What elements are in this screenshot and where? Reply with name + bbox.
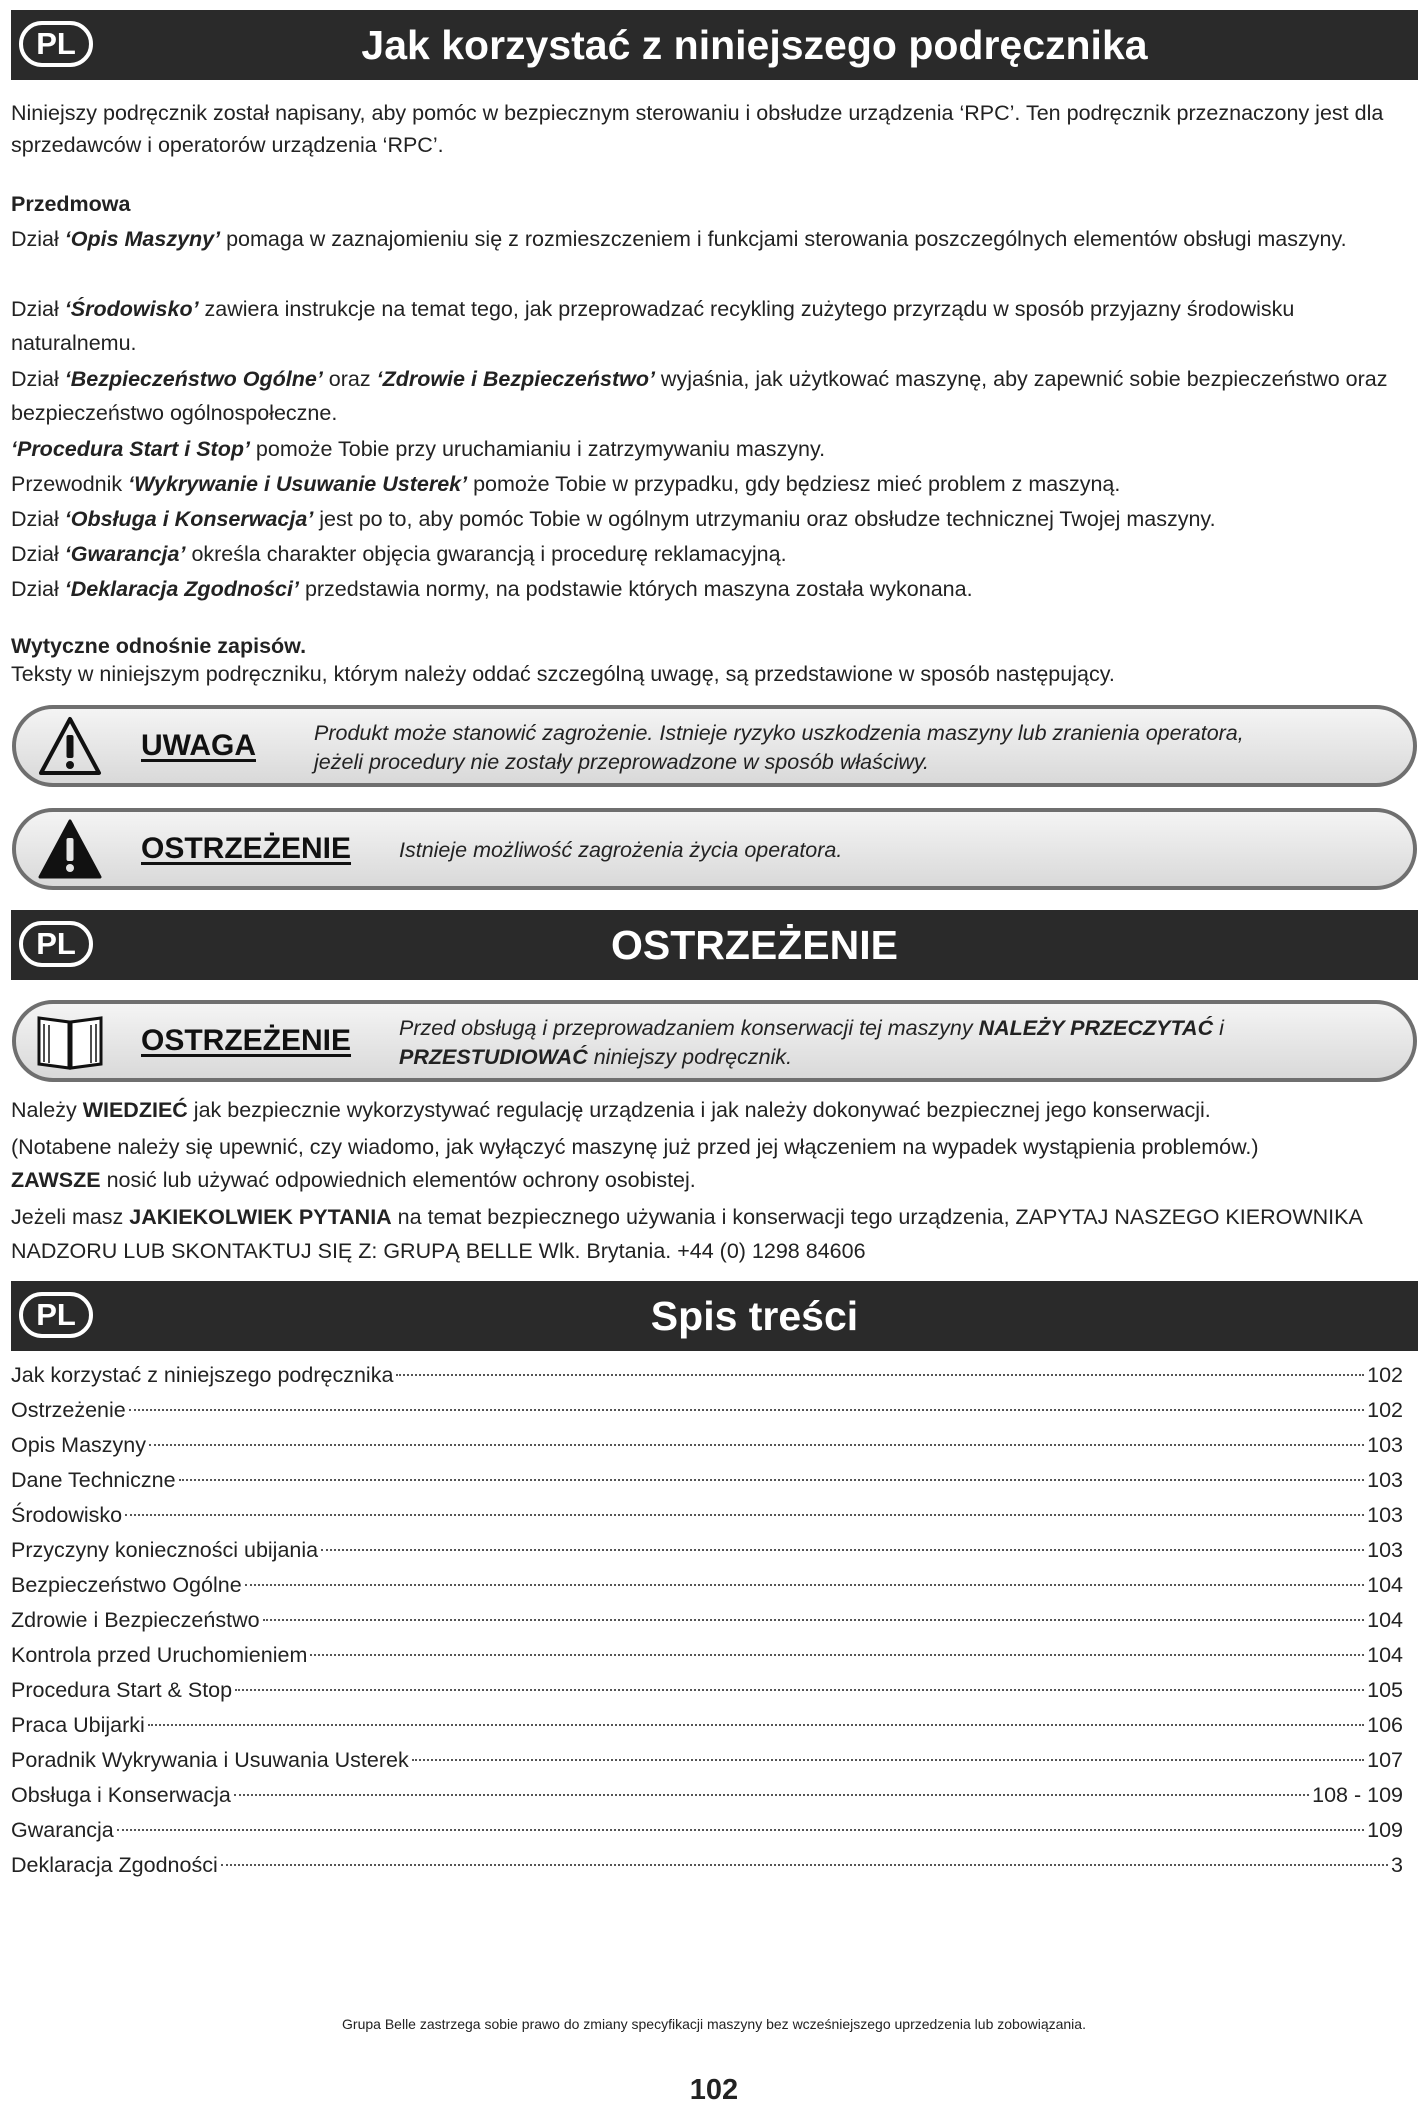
read-manual-notice — [12, 1000, 1417, 1082]
toc-entry-title: Poradnik Wykrywania i Usuwania Usterek — [11, 1748, 409, 1772]
toc-dot-leader — [321, 1549, 1364, 1551]
preface-line-start-stop: ‘Procedura Start i Stop’ pomoże Tobie przy uruchamianiu i zatrzymywaniu maszyny. — [11, 437, 826, 461]
toc-dot-leader — [412, 1759, 1364, 1761]
toc-entry-page: 109 — [1367, 1818, 1403, 1842]
toc-entry-page: 104 — [1367, 1608, 1403, 1632]
preface-line-warranty: Dział ‘Gwarancja’ określa charakter objęcia gwarancją i procedurę reklamacyjną. — [11, 542, 787, 566]
toc-entry[interactable] — [11, 1568, 1403, 1603]
warning-paragraph-contact: Jeżeli masz JAKIEKOLWIEK PYTANIA na temat bezpiecznego używania i konserwacji tego urządzenia, ZAPYTAJ NASZEGO KIEROWNIKA NADZORU LUB SKONTAKTUJ SIĘ Z: GRUPĄ BELLE Wlk. Brytania. +44 (0) 1298 84606 — [11, 1205, 1362, 1263]
preface-line-maintenance: Dział ‘Obsługa i Konserwacja’ jest po to, aby pomóc Tobie w ogólnym utrzymaniu oraz obsłudze technicznej Twojej maszyny. — [11, 507, 1216, 531]
toc-dot-leader — [129, 1409, 1364, 1411]
toc-band — [11, 1281, 1418, 1351]
warning-message: Istnieje możliwość zagrożenia życia operatora. — [399, 838, 843, 862]
toc-entry-page: 3 — [1391, 1853, 1403, 1877]
toc-entry[interactable] — [11, 1848, 1403, 1883]
toc-dot-leader — [396, 1374, 1364, 1376]
read-manual-message: Przed obsługą i przeprowadzaniem konserwacji tej maszyny NALEŻY PRZECZYTAĆ i PRZESTUDIOWAĆ niniejszy podręcznik. — [399, 1016, 1224, 1069]
intro-text: Niniejszy podręcznik został napisany, aby pomóc w bezpiecznym sterowaniu i obsłudze urządzenia ‘RPC’. Ten podręcznik przeznaczony jest dla sprzedawców i operatorów urządzenia ‘RPC’. — [11, 101, 1384, 157]
guidelines-heading: Wytyczne odnośnie zapisów. — [11, 634, 307, 658]
toc-entry[interactable] — [11, 1673, 1403, 1708]
toc-entry-page: 103 — [1367, 1503, 1403, 1527]
preface-heading: Przedmowa — [11, 192, 131, 216]
toc-entry-title: Przyczyny konieczności ubijania — [11, 1538, 319, 1562]
toc-entry[interactable] — [11, 1708, 1403, 1743]
toc-entry-page: 107 — [1367, 1748, 1403, 1772]
toc-entry-title: Środowisko — [11, 1503, 123, 1527]
caution-message: Produkt może stanowić zagrożenie. Istnieje ryzyko uszkodzenia maszyny lub zranienia operatora, jeżeli procedury nie zostały przeprowadzone w sposób właściwy. — [314, 721, 1244, 774]
warning-paragraph-note: (Notabene należy się upewnić, czy wiadomo, jak wyłączyć maszynę już przed jej włączeniem na wypadek wystąpienia problemów.) — [11, 1135, 1259, 1159]
caution-notice — [12, 705, 1417, 787]
page-title: Jak korzystać z niniejszego podręcznika — [361, 22, 1148, 68]
warning-label: OSTRZEŻENIE — [141, 832, 352, 865]
toc-entry-page: 106 — [1367, 1713, 1403, 1737]
toc-dot-leader — [148, 1724, 1364, 1726]
toc-title: Spis treści — [650, 1293, 859, 1339]
toc-dot-leader — [310, 1654, 1364, 1656]
toc-entry-title: Gwarancja — [11, 1818, 114, 1842]
toc-entry-title: Jak korzystać z niniejszego podręcznika — [11, 1363, 394, 1387]
toc-dot-leader — [179, 1479, 1365, 1481]
read-manual-label: OSTRZEŻENIE — [141, 1024, 352, 1057]
toc-entry-page: 103 — [1367, 1468, 1403, 1492]
toc-dot-leader — [149, 1444, 1364, 1446]
toc-entry-title: Procedura Start & Stop — [11, 1678, 233, 1702]
page-number: 102 — [689, 2074, 739, 2106]
toc-entry-page: 105 — [1367, 1678, 1403, 1702]
preface-line-description: Dział ‘Opis Maszyny’ pomaga w zaznajomieniu się z rozmieszczeniem i funkcjami sterowania poszczególnych elementów obsługi maszyny. — [11, 227, 1347, 251]
toc-entry-title: Bezpieczeństwo Ogólne — [11, 1573, 242, 1597]
toc-dot-leader — [235, 1689, 1364, 1691]
preface-line-conformity: Dział ‘Deklaracja Zgodności’ przedstawia normy, na podstawie których maszyna została wykonana. — [11, 577, 973, 601]
caution-label: UWAGA — [141, 729, 256, 762]
toc-entry[interactable] — [11, 1358, 1403, 1393]
toc-entry[interactable] — [11, 1428, 1403, 1463]
toc-entry-page: 103 — [1367, 1538, 1403, 1562]
preface-line-safety: Dział ‘Bezpieczeństwo Ogólne’ oraz ‘Zdrowie i Bezpieczeństwo’ wyjaśnia, jak użytkować maszynę, aby zapewnić sobie bezpieczeństwo oraz bezpieczeństwo ogólnospołeczne. — [11, 367, 1388, 425]
toc-entry-title: Kontrola przed Uruchomieniem — [11, 1643, 308, 1667]
toc-dot-leader — [125, 1514, 1364, 1516]
language-badge: PL — [19, 1292, 93, 1338]
toc-entry-title: Obsługa i Konserwacja — [11, 1783, 231, 1807]
language-badge: PL — [19, 921, 93, 967]
toc-entry[interactable] — [11, 1498, 1403, 1533]
toc-dot-leader — [117, 1829, 1364, 1831]
warning-triangle-outline-icon — [38, 715, 102, 779]
toc-dot-leader — [245, 1584, 1364, 1586]
toc-entry[interactable] — [11, 1463, 1403, 1498]
toc-entry-page: 102 — [1367, 1363, 1403, 1387]
toc-entry-page: 108 - 109 — [1312, 1783, 1403, 1807]
preface-line-troubleshooting: Przewodnik ‘Wykrywanie i Usuwanie Usterek’ pomoże Tobie w przypadku, gdy będziesz mieć problem z maszyną. — [11, 472, 1121, 496]
warning-paragraph-always: ZAWSZE nosić lub używać odpowiednich elementów ochrony osobistej. — [11, 1168, 696, 1192]
warning-section-band — [11, 910, 1418, 980]
toc-dot-leader — [234, 1794, 1309, 1796]
toc-entry-title: Opis Maszyny — [11, 1433, 147, 1457]
toc-entry-title: Praca Ubijarki — [11, 1713, 145, 1737]
warning-paragraph-know: Należy WIEDZIEĆ jak bezpiecznie wykorzystywać regulację urządzenia i jak należy dokonywać bezpiecznej jego konserwacji. — [11, 1098, 1211, 1122]
preface-line-environment: Dział ‘Środowisko’ zawiera instrukcje na temat tego, jak przeprowadzać recykling zużytego przyrządu w sposób przyjazny środowisku naturalnemu. — [11, 297, 1295, 355]
toc-entry-title: Zdrowie i Bezpieczeństwo — [11, 1608, 260, 1632]
toc-entry[interactable] — [11, 1603, 1403, 1638]
language-badge: PL — [19, 21, 93, 67]
toc-entry[interactable] — [11, 1813, 1403, 1848]
toc-entry[interactable] — [11, 1778, 1403, 1813]
toc-entry-title: Deklaracja Zgodności — [11, 1853, 218, 1877]
toc-entry-page: 102 — [1367, 1398, 1403, 1422]
toc-entry[interactable] — [11, 1743, 1403, 1778]
toc-entry[interactable] — [11, 1533, 1403, 1568]
toc-dot-leader — [263, 1619, 1365, 1621]
warning-notice — [12, 808, 1417, 890]
toc-dot-leader — [221, 1864, 1388, 1866]
header-band — [11, 10, 1418, 80]
toc-entry-page: 103 — [1367, 1433, 1403, 1457]
footer-note: Grupa Belle zastrzega sobie prawo do zmiany specyfikacji maszyny bez wcześniejszego uprzedzenia lub zobowiązania. — [342, 2016, 1086, 2032]
warning-triangle-filled-icon — [38, 818, 102, 882]
toc-entry-page: 104 — [1367, 1573, 1403, 1597]
toc-entry-title: Ostrzeżenie — [11, 1398, 126, 1422]
toc-entry[interactable] — [11, 1638, 1403, 1673]
open-book-icon — [34, 1010, 106, 1074]
warning-section-title: OSTRZEŻENIE — [610, 922, 899, 968]
toc-entry[interactable] — [11, 1393, 1403, 1428]
guidelines-text: Teksty w niniejszym podręczniku, którym należy oddać szczególną uwagę, są przedstawione w sposób następujący. — [11, 662, 1115, 686]
toc-entry-page: 104 — [1367, 1643, 1403, 1667]
toc-entry-title: Dane Techniczne — [11, 1468, 176, 1492]
